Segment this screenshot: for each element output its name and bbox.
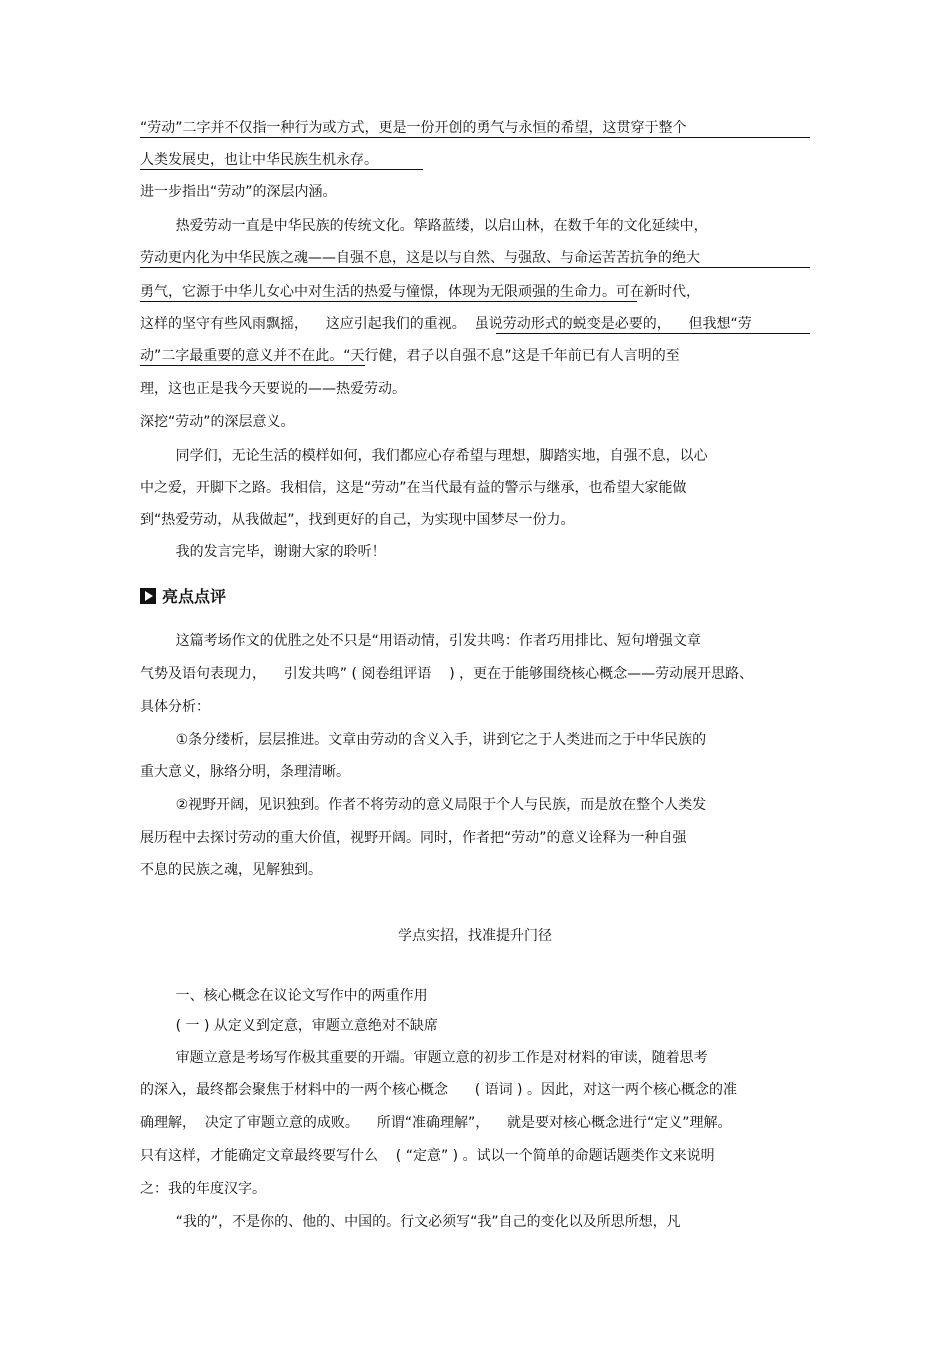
underline xyxy=(140,267,810,268)
text-line: 的深入，最终都会聚焦于材料中的一两个核心概念 ( 语词 ) 。因此，对这一两个核心概念的准 xyxy=(140,1082,737,1098)
underline xyxy=(496,333,810,334)
text-line: ①条分缕析，层层推进。文章由劳动的含义入手，讲到它之于人类进而之于中华民族的 xyxy=(140,732,707,748)
text-line: 深挖“劳动”的深层意义。 xyxy=(140,414,295,430)
text-line: 理，这也正是我今天要说的——热爱劳动。 xyxy=(140,381,406,397)
text-line: 一、核心概念在议论文写作中的两重作用 xyxy=(140,988,428,1004)
text-line: 这样的坚守有些风雨飘摇， 这应引起我们的重视。 虽说劳动形式的蜕变是必要的， 但我想“劳 xyxy=(140,316,752,332)
text-line: 人类发展史，也让中华民族生机永存。 xyxy=(140,152,378,168)
text-line: 确理解， 决定了审题立意的成败。 所谓“准确理解”， 就是要对核心概念进行“定义”理解。 xyxy=(140,1115,732,1131)
text-line: 到“热爱劳动，从我做起”，找到更好的自己，为实现中国梦尽一份力。 xyxy=(140,512,575,528)
section-heading-label: 亮点点评 xyxy=(162,587,227,606)
text-line: 我的发言完毕，谢谢大家的聆听！ xyxy=(140,544,386,560)
play-triangle-icon xyxy=(140,588,156,604)
underline xyxy=(140,169,423,170)
text-line: 热爱劳动一直是中华民族的传统文化。筚路蓝缕，以启山林，在数千年的文化延续中， xyxy=(140,218,708,234)
text-line: 具体分析： xyxy=(140,699,210,715)
text-line: 同学们，无论生活的模样如何，我们都应心存希望与理想，脚踏实地，自强不息，以心 xyxy=(140,448,708,464)
text-line: 展历程中去探讨劳动的重大价值，视野开阔。同时，作者把“劳动”的意义诠释为一种自强 xyxy=(140,830,687,846)
section-heading xyxy=(140,586,226,608)
text-line: 之：我的年度汉字。 xyxy=(140,1181,266,1197)
underline xyxy=(140,301,637,302)
text-line: ②视野开阔，见识独到。作者不将劳动的意义局限于个人与民族，而是放在整个人类发 xyxy=(140,797,707,813)
text-line: 动”二字最重要的意义并不在此。“天行健，君子以自强不息”这是千年前已有人言明的至 xyxy=(140,348,680,364)
center-title: 学点实招，找准提升门径 xyxy=(398,928,552,944)
text-line: 只有这样，才能确定文章最终要写什么 ( “定意” ) 。试以一个简单的命题话题类作文来说明 xyxy=(140,1148,715,1164)
underline xyxy=(140,137,810,138)
text-line: 审题立意是考场写作极其重要的开端。审题立意的初步工作是对材料的审读，随着思考 xyxy=(140,1050,708,1066)
underline xyxy=(140,365,365,366)
text-line: 进一步指出“劳动”的深层内涵。 xyxy=(140,184,337,200)
text-line: 不息的民族之魂，见解独到。 xyxy=(140,862,322,878)
text-line: 中之爱，开脚下之路。我相信，这是“劳动”在当代最有益的警示与继承，也希望大家能做 xyxy=(140,480,687,496)
text-line: ( 一 ) 从定义到定意，审题立意绝对不缺席 xyxy=(140,1018,438,1034)
text-line: 重大意义，脉络分明，条理清晰。 xyxy=(140,764,350,780)
text-line: “我的”，不是你的、他的、中国的。行文必须写“我”自己的变化以及所思所想，凡 xyxy=(140,1214,681,1230)
text-line: 勇气，它源于中华儿女心中对生活的热爱与憧憬，体现为无限顽强的生命力。可在新时代， xyxy=(140,284,700,300)
text-line: 气势及语句表现力， 引发共鸣” ( 阅卷组评语 ) ，更在于能够围绕核心概念——劳动展开思路、 xyxy=(140,666,754,682)
text-line: 劳动更内化为中华民族之魂——自强不息，这是以与自然、与强敌、与命运苦苦抗争的绝大 xyxy=(140,250,700,266)
text-line: 这篇考场作文的优胜之处不只是“用语动情，引发共鸣：作者巧用排比、短句增强文章 xyxy=(140,633,701,649)
text-line: “劳动”二字并不仅指一种行为或方式，更是一份开创的勇气与永恒的希望，这贯穿于整个 xyxy=(140,120,687,136)
